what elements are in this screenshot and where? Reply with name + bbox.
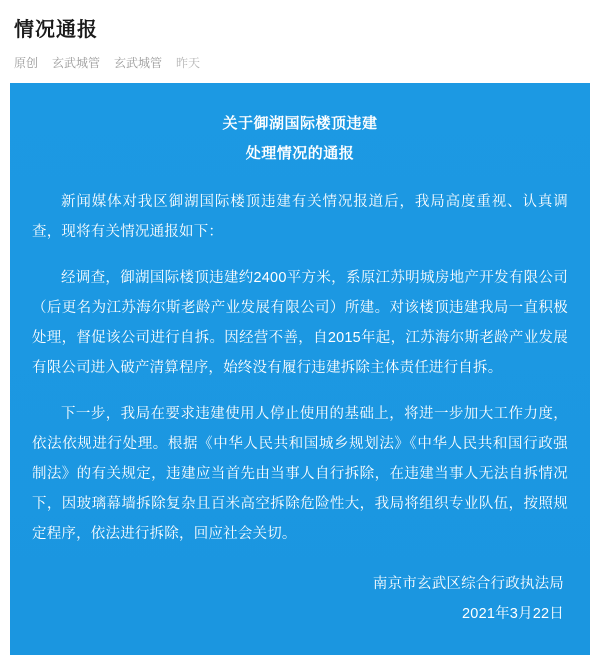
- notice-card: [10, 83, 590, 655]
- page-title: 情况通报: [14, 19, 98, 41]
- issue-date: 2021年3月22日: [462, 606, 564, 622]
- notice-paragraph: 新闻媒体对我区御湖国际楼顶违建有关情况报道后，我局高度重视、认真调查，现将有关情况通报如下：: [32, 194, 568, 240]
- notice-heading: [32, 109, 568, 169]
- notice-signature-block: [32, 569, 568, 629]
- notice-heading-line-1: 关于御湖国际楼顶违建: [222, 115, 378, 132]
- source-name-link[interactable]: 玄武城管: [114, 56, 163, 70]
- publish-time: 昨天: [176, 56, 201, 70]
- notice-paragraph: 下一步，我局在要求违建使用人停止使用的基础上，将进一步加大工作力度，依法依规进行处理。根据《中华人民共和国城乡规划法》《中华人民共和国行政强制法》的有关规定，违建应当首先由当事人自行拆除，在违建当事人无法自拆情况下，因玻璃幕墙拆除复杂且百米高空拆除危险性大，我局将组织专业队伍，按照规定程序，依法进行拆除，回应社会关切。: [32, 406, 568, 542]
- notice-heading-line-2: 处理情况的通报: [245, 145, 355, 162]
- notice-paragraph: 经调查，御湖国际楼顶违建约2400平方米，系原江苏明城房地产开发有限公司（后更名为江苏海尔斯老龄产业发展有限公司）所建。对该楼顶违建我局一直积极处理，督促该公司进行自拆。因经营不善，自2015年起，江苏海尔斯老龄产业发展有限公司进入破产清算程序，始终没有履行违建拆除主体责任进行自拆。: [32, 270, 568, 376]
- article-meta: [0, 44, 600, 83]
- issuing-authority: 南京市玄武区综合行政执法局: [372, 576, 564, 592]
- original-badge: 原创: [14, 56, 39, 70]
- account-name-link[interactable]: 玄武城管: [52, 56, 101, 70]
